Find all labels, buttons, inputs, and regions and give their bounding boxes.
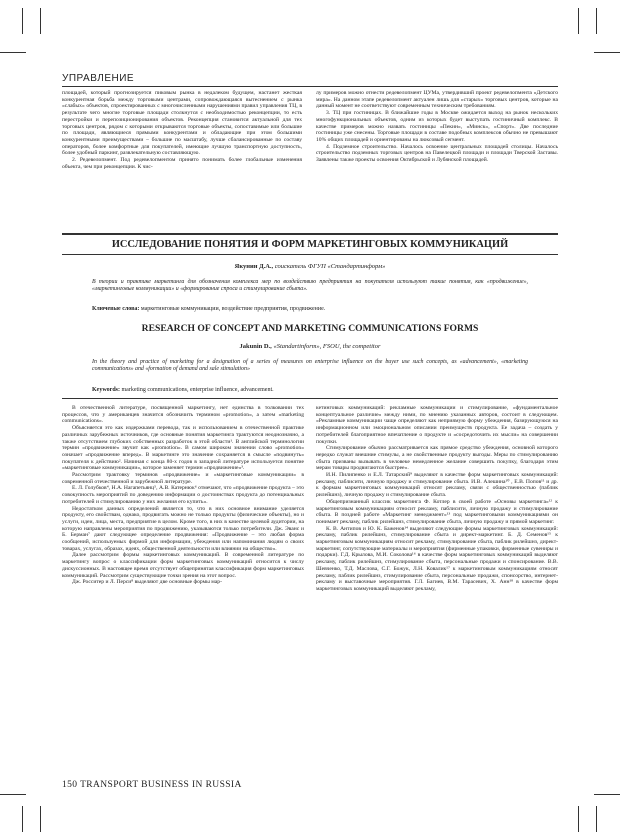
crop-mark-bl-v2 (40, 806, 41, 832)
keywords-label: Keywords: (92, 387, 120, 393)
keywords-label: Ключевые слова: (92, 306, 140, 312)
keywords-en (92, 387, 528, 393)
body-right-column (316, 405, 558, 593)
keywords-ru (92, 306, 528, 312)
keywords-rule (62, 398, 558, 399)
crop-mark-bl-h (0, 794, 26, 795)
body-left-column (62, 405, 304, 586)
crop-mark-br-v2 (596, 806, 597, 832)
abstract-ru: В теории и практике маркетинга для обозначения комплекса мер по воздействию предприятия на покупателя используют такие понятия, как «продвижение», «маркетинговые коммуникации» и «формирование спроса и стимулирование сбыта». (92, 279, 528, 292)
article-rule-top (62, 233, 558, 235)
author-name: Jakunin D., (239, 343, 272, 350)
section-header: УПРАВЛЕНИЕ (62, 73, 135, 84)
journal-name: TRANSPORT BUSINESS IN RUSSIA (80, 780, 242, 790)
top-right-column (316, 90, 558, 164)
paragraph: В отечественной литературе, посвященной маркетингу, нет единства в толковании тех процессов, что у американцев значится обозначить термином «promotion», а затем «marketing communications». (62, 405, 304, 425)
author-role: «Standartinform», FSOU, the competitor (273, 343, 381, 350)
paragraph: Далее рассмотрим формы маркетинговых коммуникаций. В современной литературе по маркетингу вопрос о классификации форм маркетинговых коммуникаций относится к числу дискуссионных. В настоящее время отсутствует общепринятая классификация форм маркетинговых коммуникаций. Рассмотрим существующие точки зрения на этот вопрос. (62, 552, 304, 579)
keywords-text: marketing communications, enterprise influence, advancement. (121, 387, 274, 393)
paragraph: Общепризнанный классик маркетинга Ф. Котлер в своей работе «Основы маркетинга»¹² к маркетинговым коммуникациям относит рекламу, паблисити, личную продажу и стимулирование сбыта. В поздней работе «Маркетинг менеджмент»¹³ под маркетинговыми коммуникациями он понимает рекламу, паблик рилейшнз, стимулирование сбыта, личную продажу и прямой маркетинг. (316, 498, 558, 525)
crop-mark-tr-v (578, 8, 579, 34)
paragraph: кетинговых коммуникаций: рекламные коммуникации и стимулирование, «фундаментальное концептуальное различие» между ними, по мнению указанных авторов, состоит в следующем. «Рекламные коммуникации чаще определяют как неприямую форму убеждения, базирующуюся на информационном или эмоциональном описании преимуществ продукта. Ее задача – создать у потребителей благоприятное впечатление о продукте и «сосредоточить их мысли» на совершении покупки. (316, 405, 558, 445)
page-footer (62, 780, 242, 790)
page-number: 150 (62, 780, 78, 790)
paragraph: Е. Л. Голубков⁴, Н.А. Нагапетьянц⁵, А.В. Катернюк⁶ отмечают, что «продвижение продукта – это совокупность мероприятий по доведению информации о достоинствах продукта до потенциальных потребителей и стимулированию у них желания его купить». (62, 485, 304, 505)
paragraph: К. В. Антипов и Ю. К. Баженов¹⁴ выделяют следующие формы маркетинговых коммуникаций: рекламу, паблик рилейшнз, стимулирование сбыта и директ-маркетинг. Б. Д. Семенов¹⁵ к маркетинговым коммуникациям относит рекламу, стимулирование сбыта, паблик рилейшнз, директ-маркетинг, сопутствующие материалы и мероприятия (фирменные упаковки, фирменные сувениры и подарки). Г.Д. Крылова, М.И. Соколова¹⁶ в качестве форм маркетинговых коммуникаций выделяют рекламу, паблик рилейшнз, стимулирование сбыта, персональные продажи и спонсирование. В.В. Шевченко, Т.Д. Маслова, С.Г. Божук, Л.Н. Ковалик¹⁷ к маркетинговым коммуникациям относят рекламу, паблик рилейшнз, стимулирование сбыта, персональные продажи, спонсорство, интернет-рекламу и выставочные мероприятия. Г.Л. Багиев, В.М. Тарасевич, Х. Анн¹⁸ в качестве форм маркетинговых коммуникаций выделяют рекламу, (316, 525, 558, 592)
header-rule (62, 86, 558, 87)
crop-mark-tr-v2 (596, 8, 597, 34)
author-en (62, 343, 558, 350)
article-title-ru: ИССЛЕДОВАНИЕ ПОНЯТИЯ И ФОРМ МАРКЕТИНГОВЫХ КОММУНИКАЦИЙ (111, 239, 509, 250)
paragraph: И.Н. Пилипенко и Е.Л. Татарский⁹ выделяют в качестве форм маркетинговых коммуникаций: рекламу, паблисити, личную продажу и стимулирование сбыта. И.В. Алешина¹⁰ , Е.В. Попов¹¹ и др. к формам маркетинговых коммуникаций относят рекламу, связи с общественностью (паблик рилейшнз), личную продажу и стимулирование сбыта. (316, 472, 558, 499)
paragraph: Стимулирование обычно рассматривается как прямое средство убеждения, основной которого нередко служат внешние стимулы, а не свойственные продукту выгоды. Меры по стимулированию сбыта призваны вызывать в человеке немедленное желание совершить покупку, благодаря этим мерам товары продвигаются быстрее». (316, 445, 558, 472)
crop-mark-tr-h (594, 52, 620, 53)
crop-mark-br-v (578, 806, 579, 832)
paragraph: Рассмотрим трактовку терминов «продвижение» и «маркетинговые коммуникации» в современной отечественной и зарубежной литературе. (62, 472, 304, 485)
author-ru (62, 263, 558, 270)
paragraph: Недостатком данных определений является то, что в них основное внимание уделяется продукту, его свойствам, однако, продвигать можно не только продукты (физические объекты), но и услуги, идеи, лица, места, предприятие в целом. Кроме того, в них в качестве целевой аудитории, на которую направлены мероприятия по продвижению, указываются только потребители. Дж. Эванс и Б. Берман⁷ дают следующее определение продвижения: «Продвижение – это любая форма сообщений, используемых фирмой для информации, убеждения или напоминания людям о своих товарах, услугах, образах, идеях, общественной деятельности или влиянии на общество». (62, 505, 304, 552)
crop-mark-tl-h (0, 52, 26, 53)
paragraph: 4. Подземное строительство. Началось освоение центральных площадей столицы. Началось строительство подземных торговых центров на Павелецкой площади и площади Тверской Заставы. Заявлены также проекты освоения Октябрьской и Лубянской площадей. (316, 143, 558, 164)
author-role: соискатель ФГУП «Стандартинформ» (274, 263, 386, 270)
paragraph: 2. Редевелопмент. Под редевелопментом принято понимать более глобальные изменения объекта, чем при реконцепции. К чис- (62, 157, 302, 170)
paragraph: площадей, который прогнозируется пиковым рынка в недалеком будущем, настанет жесткая конкурентная борьба между торговыми центрами, сопровождающаяся вытеснением с рынка «слабых» объектов, спроектированных с многочисленными нарушениями правил управления ТЦ, в результате чего многие торговые площади столкнутся с необходимостью реконцепции, то есть перестройки и перепозиционирования объектов. Реконцепция становится актуальной для тех торговых центров, рядом с которыми открываются торговые объекты, сопоставимые или большие по площади, являющиеся прямыми конкурентами и обладающие при этом большими конкурентными преимуществами – большие по масштабу, лучше сбалансированные по составу операторов, более комфортные для покупателей, имеющие лучшую транспортную доступность, более удобный паркинг, развлекательную составляющую. (62, 90, 302, 157)
paragraph: лу примеров можно отнести редевелопмент ЦУМа, утвердивший проект редевелопмента «Детского мира». На данном этапе редевелопмент актуален лишь для «старых» торговых центров, которые на данный момент не соответствуют современным техническим требованиям. (316, 90, 558, 110)
crop-mark-bl-v (22, 806, 23, 832)
crop-mark-tl-v2 (40, 8, 41, 34)
paragraph: Дж. Росситер и Л. Перси⁸ выделяют две основные формы мар- (72, 579, 222, 586)
abstract-en: In the theory and practice of marketing for a designation of a series of measures on enterprise influence on the buyer use such concepts, as «advancement», «marketing communications» and «formation of demand and sale stimulation» (92, 359, 528, 372)
article-rule-bottom (62, 254, 558, 255)
top-left-column (62, 90, 302, 170)
paragraph: 3. ТЦ при гостиницах. В ближайшие годы в Москве ожидается выход на рынок нескольких многофункциональных объектов, одним из которых будет выступать гостиничный комплекс. В качестве примеров можно назвать гостиницы «Пекин», «Минск», «Спорт». Две последние гостиницы уже снесены. Торговые площади в составе подобных комплексов обычно не превышают 10% общих площадей и ориентированы на люксовый сегмент. (316, 110, 558, 143)
crop-mark-br-h (594, 794, 620, 795)
article-title-en: RESEARCH OF CONCEPT AND MARKETING COMMUNICATIONS FORMS (141, 323, 479, 334)
keywords-text: маркетинговые коммуникации, воздействие предприятия, продвижение. (140, 306, 326, 312)
paragraph: Объясняется это как издержками перевода, так и использованием в отечественной практике различных зарубежных источников, где основные понятия маркетинга трактуются неоднозначно, а также отсутствием глубоких собственных разработок в этой области¹. В английской терминологии термин «продвижение» звучит как «promotion». В самом широком значении слово «promotion» означает «продвижение вперед». В маркетинге это значение сохраняется в смысле «подвинуть» покупателя к действию². Начиная с конца 80-х годов в западной литературе используется понятие «маркетинговые коммуникации», которое заменяет термин «продвижение»³. (62, 425, 304, 472)
crop-mark-tl-v (22, 8, 23, 34)
author-name: Якунин Д.А., (234, 263, 274, 270)
